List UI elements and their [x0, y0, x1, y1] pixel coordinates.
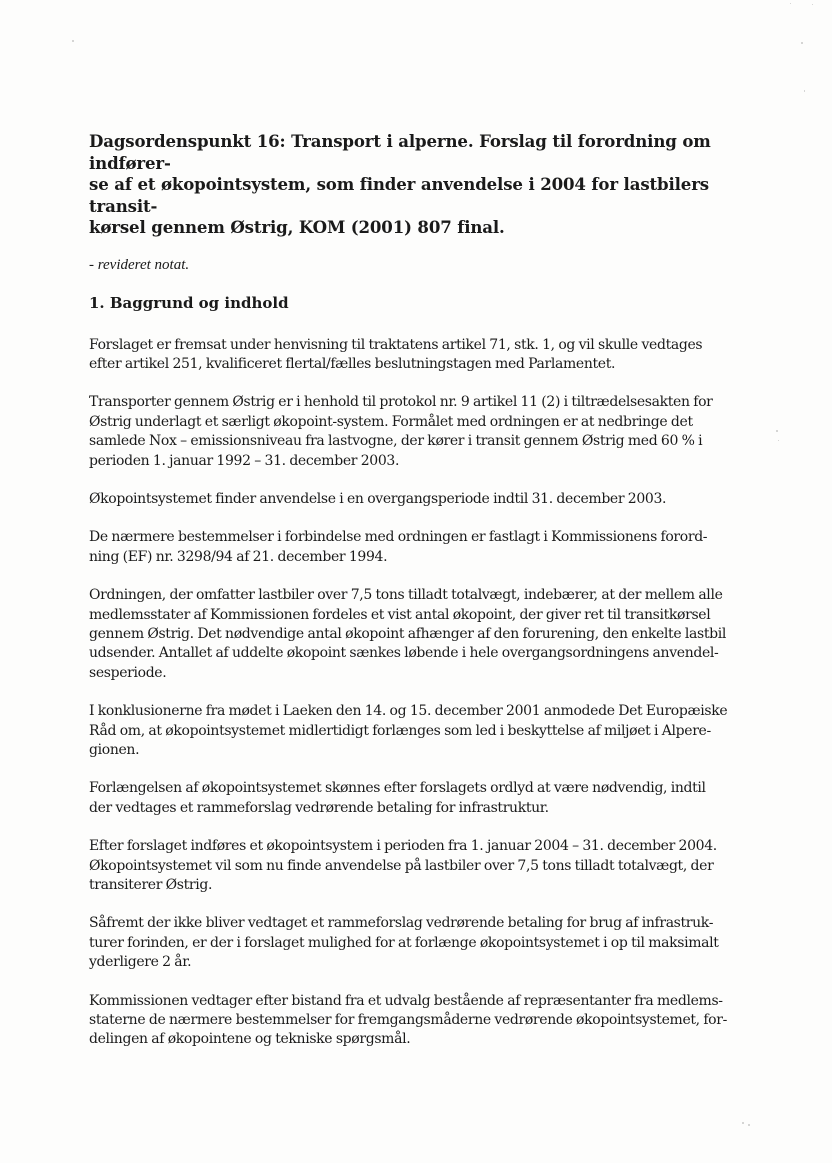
- paragraph: I konklusionerne fra mødet i Laeken den 14. og 15. december 2001 anmodede Det Europæiske Råd om, at økopointsystemet midlertidigt forlænges som led i beskyttelse af miljøet i Alpere- gionen.: [89, 703, 728, 758]
- paragraph: Økopointsystemet finder anvendelse i en overgangsperiode indtil 31. december 2003.: [89, 490, 667, 507]
- scan-speck: [742, 1122, 744, 1124]
- scan-speck: [804, 90, 805, 92]
- paragraph: De nærmere bestemmelser i forbindelse med ordningen er fastlagt i Kommissionens forord- ning (EF) nr. 3298/94 af 21. december 1994.: [89, 529, 708, 565]
- paragraph: Efter forslaget indføres et økopointsystem i perioden fra 1. januar 2004 – 31. december 2004. Økopointsystemet vil som nu finde anvendelse på lastbiler over 7,5 tons tilladt totalvægt, der transiterer Østrig.: [89, 838, 717, 894]
- scan-speck: [778, 440, 779, 441]
- document-subtitle: - revideret notat.: [89, 256, 190, 273]
- section-heading: 1. Baggrund og indhold: [89, 293, 289, 312]
- paragraph: Kommissionen vedtager efter bistand fra et udvalg bestående af repræsentanter fra medlems- staterne de nærmere bestemmelser for fremgangsmåderne vedrørende økopointsystemet, for- delingen af økopointene og tekniske spørgsmål.: [89, 992, 727, 1048]
- scan-speck: [801, 42, 803, 44]
- scan-speck: [72, 40, 74, 42]
- scan-speck: [812, 4, 813, 5]
- paragraph: Forlængelsen af økopointsystemet skønnes efter forslagets ordlyd at være nødvendig, indtil der vedtages et rammeforslag vedrørende betaling for infrastruktur.: [89, 780, 706, 816]
- paragraph: Forslaget er fremsat under henvisning til traktatens artikel 71, stk. 1, og vil skulle vedtages efter artikel 251, kvalificeret flertal/fælles beslutningstagen med Parlamentet.: [89, 336, 703, 372]
- paragraph: Såfremt der ikke bliver vedtaget et rammeforslag vedrørende betaling for brug af infrastruk- turer forinden, er der i forslaget mulighed for at forlænge økopointsystemet i op til maksimalt yderligere 2 år.: [89, 915, 719, 971]
- document-title: Dagsordenspunkt 16: Transport i alperne. Forslag til forordning om indfører- se af et økopointsystem, som finder anvendelse i 2004 for lastbilers transit- kørsel gennem Østrig, KOM (2001) 807 final.: [89, 131, 711, 237]
- paragraph: Transporter gennem Østrig er i henhold til protokol nr. 9 artikel 11 (2) i tiltrædelsesakten for Østrig underlagt et særligt økopoint-system. Formålet med ordningen er at nedbringe det samlede Nox – emissionsniveau fra lastvogne, der kører i transit gennem Østrig med 60 % i perioden 1. januar 1992 – 31. december 2003.: [89, 394, 713, 469]
- scan-speck: [776, 430, 778, 432]
- document-body: [89, 131, 759, 1050]
- scan-speck: [748, 1124, 750, 1126]
- scan-speck: [790, 3, 791, 4]
- paragraph: Ordningen, der omfatter lastbiler over 7,5 tons tilladt totalvægt, indebærer, at der mellem alle medlemsstater af Kommissionen fordeles et vist antal økopoint, der giver ret til transitkørsel gennem Østrig. Det nødvendige antal økopoint afhænger af den forurening, den enkelte lastbil udsender. Antallet af uddelte økopoint sænkes løbende i hele overgangsordningens anvendel- sesperiode.: [89, 587, 726, 681]
